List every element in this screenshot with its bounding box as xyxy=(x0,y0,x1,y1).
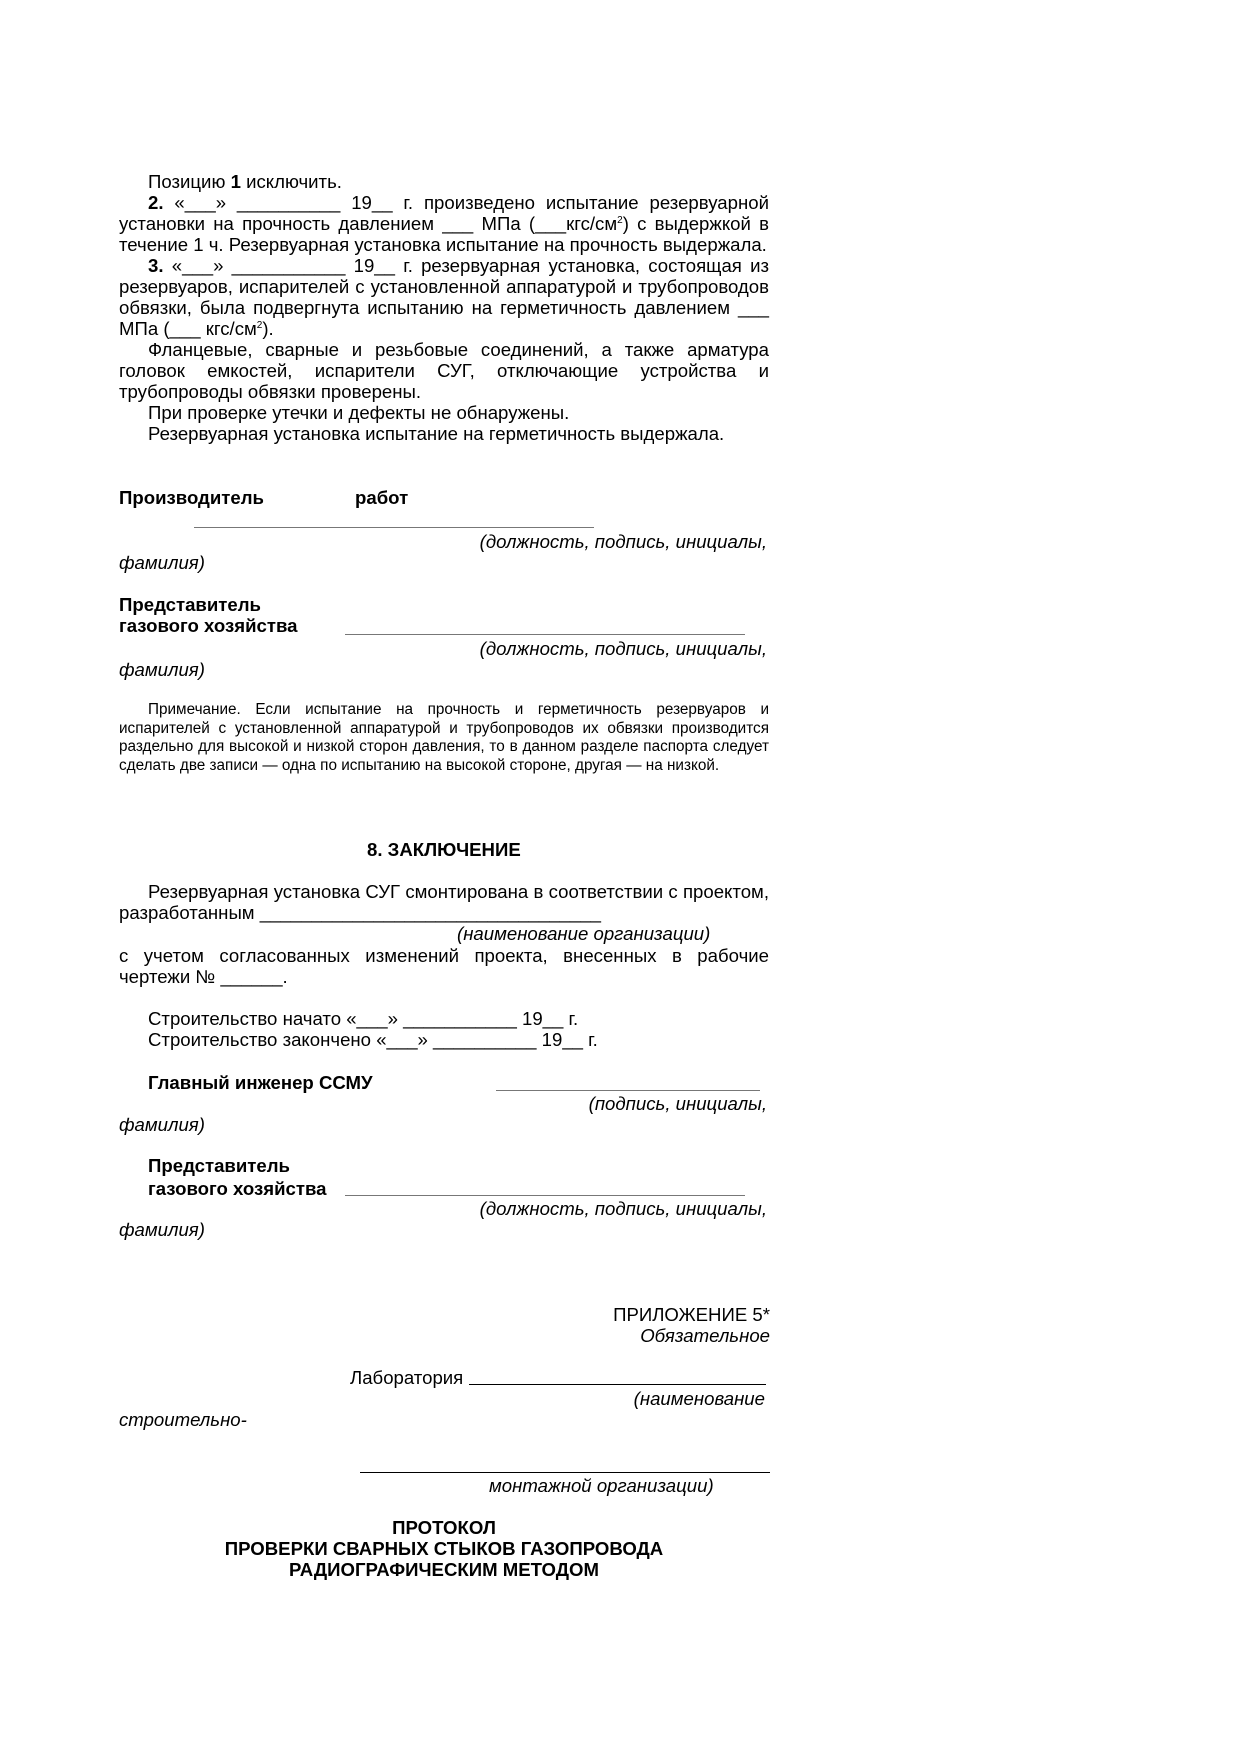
sign1-label-b: работ xyxy=(355,487,409,508)
section8-heading: 8. ЗАКЛЮЧЕНИЕ xyxy=(367,839,521,860)
section8-body xyxy=(119,881,769,923)
sign2-signature-line xyxy=(345,634,745,635)
sign3-caption: (подпись, инициалы, xyxy=(588,1093,767,1114)
intro-p4: Фланцевые, сварные и резьбовые соединений, а также арматура головок емкостей, испарители СУГ, отключающие устройства и трубопроводы обвязки проверены. xyxy=(119,339,769,402)
section8-body-2 xyxy=(119,945,769,987)
intro-p3: 3. «___» ___________ 19__ г. резервуарная установка, состоящая из резервуаров, испарителей с установленной аппаратурой и трубопроводов обвязки, была подвергнута испытанию на герметичность давлением ___ МПа (___ кгс/$см^2$). xyxy=(119,255,769,339)
sign3-caption-tail: фамилия) xyxy=(119,1114,205,1135)
section8-p2: с учетом согласованных изменений проекта, внесенных в рабочие чертежи № ______. xyxy=(119,945,769,987)
construction-start: Строительство начато «___» ___________ 19__ г. xyxy=(148,1008,579,1029)
lab-caption-2: строительно- xyxy=(119,1409,247,1430)
lab-name-line xyxy=(469,1384,766,1385)
protocol-title-2: ПРОВЕРКИ СВАРНЫХ СТЫКОВ ГАЗОПРОВОДА xyxy=(224,1538,664,1559)
sign4-signature-line xyxy=(345,1195,745,1196)
lab-caption-3: монтажной организации) xyxy=(489,1475,714,1496)
sign1-caption-tail: фамилия) xyxy=(119,552,205,573)
section8-p1: Резервуарная установка СУГ смонтирована в соответствии с проектом, разработанным _________________________________ xyxy=(119,881,769,923)
intro-p1: Позицию 1 исключить. xyxy=(148,171,342,192)
appendix-subtitle: Обязательное xyxy=(640,1325,770,1346)
lab-label: Лаборатория xyxy=(350,1367,464,1388)
intro-p6: Резервуарная установка испытание на герметичность выдержала. xyxy=(148,423,725,444)
protocol-title-3: РАДИОГРАФИЧЕСКИМ МЕТОДОМ xyxy=(289,1559,599,1580)
section8-p1-caption: (наименование организации) xyxy=(457,923,711,944)
sign2-caption-tail: фамилия) xyxy=(119,659,205,680)
lab-caption: (наименование xyxy=(633,1388,765,1409)
sign1-caption: (должность, подпись, инициалы, xyxy=(479,531,767,552)
note-block xyxy=(119,701,769,775)
sign4-caption: (должность, подпись, инициалы, xyxy=(479,1198,767,1219)
intro-section xyxy=(119,171,769,444)
sign3-label: Главный инженер ССМУ xyxy=(148,1072,373,1093)
construction-end: Строительство закончено «___» __________ 19__ г. xyxy=(148,1029,598,1050)
sign2-caption: (должность, подпись, инициалы, xyxy=(479,638,767,659)
sign4-label-a: Представитель xyxy=(148,1155,290,1176)
sign1-signature-line xyxy=(194,527,594,528)
intro-p2: 2. «___» __________ 19__ г. произведено испытание резервуарной установки на прочность давлением ___ МПа $(\_\_\_кгс/см^2)$ с выдержкой в течение 1 ч. Резервуарная установка испытание на прочность выдержала. xyxy=(119,192,769,255)
note-text: Примечание. Если испытание на прочность и герметичность резервуаров и испарителей с установленной аппаратурой и трубопроводов их обвязки производится раздельно для высокой и низкой сторон давления, то в данном разделе паспорта следует сделать две записи — одна по испытанию на высокой стороне, другая — на низкой. xyxy=(119,701,769,774)
protocol-title-1: ПРОТОКОЛ xyxy=(392,1517,496,1538)
intro-p5: При проверке утечки и дефекты не обнаружены. xyxy=(148,402,570,423)
sign4-caption-tail: фамилия) xyxy=(119,1219,205,1240)
sign4-label-b: газового хозяйства xyxy=(148,1178,327,1199)
lab-org-line xyxy=(360,1472,770,1473)
sign2-label-a: Представитель xyxy=(119,594,261,615)
sign1-label-a: Производитель xyxy=(119,487,264,508)
appendix-title: ПРИЛОЖЕНИЕ 5* xyxy=(613,1304,770,1325)
sign2-label-b: газового хозяйства xyxy=(119,615,298,636)
sign3-signature-line xyxy=(496,1090,760,1091)
